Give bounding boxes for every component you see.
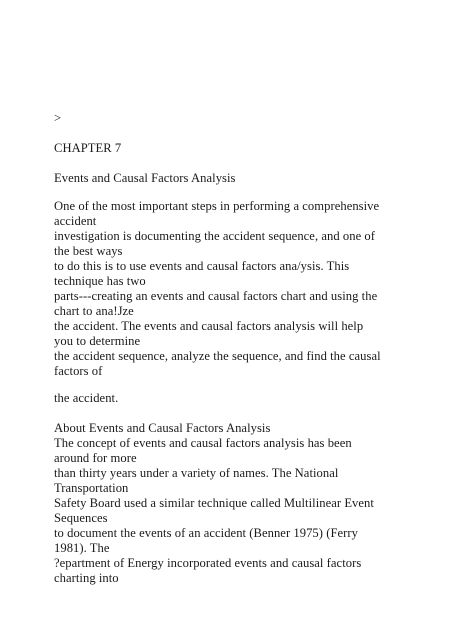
text-line: 1981). The [54, 541, 110, 555]
text-line: charting into [54, 571, 119, 585]
text-line: Sequences [54, 511, 108, 525]
text-line: around for more [54, 451, 137, 465]
section-heading: About Events and Causal Factors Analysis [54, 421, 271, 435]
text-line: the best ways [54, 244, 123, 258]
text-line: factors of [54, 364, 103, 378]
text-line: Transportation [54, 481, 129, 495]
text-line: parts---creating an events and causal factors chart and using the [54, 289, 378, 303]
text-line: Safety Board used a similar technique called Multilinear Event [54, 496, 374, 510]
text-line: than thirty years under a variety of names. The National [54, 466, 339, 480]
text-line: you to determine [54, 334, 141, 348]
text-line: investigation is documenting the accident sequence, and one of [54, 229, 375, 243]
chapter-title: Events and Causal Factors Analysis [54, 171, 236, 185]
text-line: ?epartment of Energy incorporated events and causal factors [54, 556, 362, 570]
text-line: the accident. The events and causal factors analysis will help [54, 319, 364, 333]
text-line: The concept of events and causal factors analysis has been [54, 436, 352, 450]
chapter-number: CHAPTER 7 [54, 141, 122, 155]
text-line: accident [54, 214, 97, 228]
text-line: technique has two [54, 274, 146, 288]
text-line: to document the events of an accident (Benner 1975) (Ferry [54, 526, 358, 540]
text-line: the accident sequence, analyze the sequence, and find the causal [54, 349, 381, 363]
text-line: to do this is to use events and causal factors ana/ysis. This [54, 259, 350, 273]
text-line: One of the most important steps in performing a comprehensive [54, 199, 380, 213]
paragraph-1-end: the accident. [54, 391, 119, 405]
text-line: chart to ana!Jze [54, 304, 134, 318]
page-marker: > [54, 111, 62, 125]
